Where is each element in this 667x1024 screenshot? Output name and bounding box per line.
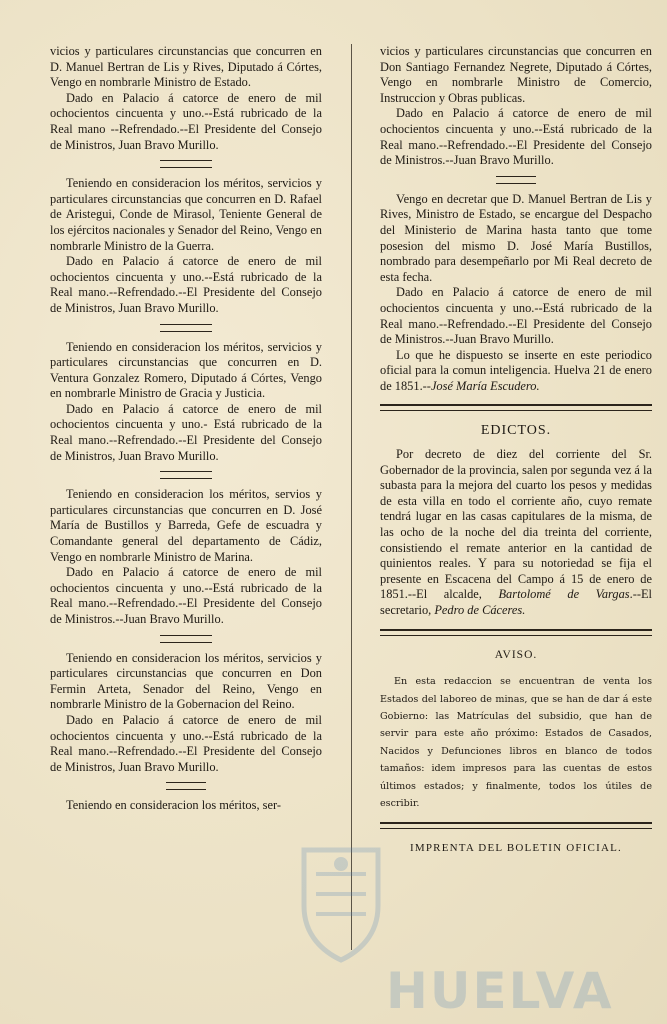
edict-paragraph: [380, 447, 652, 619]
archive-watermark: [268, 844, 628, 1020]
alcalde-name: Bartolomé de Vargas: [498, 587, 630, 602]
aviso-paragraph: En esta redaccion se encuentran de venta los Estados del laboreo de minas, que se han de dar á este Gobierno: las Matrículas del subsidio, que han de servir para este año próximo: Estados de Casados, Nacidos y Defunciones libros en blanco de todos tamaños: idem impresos para las cuentas de estos últimos estados; y finalmente, todos los útiles de escribir.: [380, 676, 652, 810]
aviso-heading: AVISO.: [494, 648, 538, 661]
decree-paragraph: Teniendo en consideracion los méritos, ser-: [66, 798, 281, 813]
decree-signature-paragraph: Dado en Palacio á catorce de enero de mil ochocientos cincuenta y uno.- Está rubricado de la Real mano.--Refrendado.--El Presidente del Consejo de Ministros, Juan Bravo Murillo.: [50, 401, 322, 463]
decree-paragraph: Teniendo en consideracion los méritos, servicios y particulares circunstancias que concurren en D. Ventura Gonzalez Romero, Diputado á Córtes, Vengo en nombrarle Ministro de Gracia y Justicia.: [50, 339, 322, 401]
section-ornament: [160, 160, 212, 168]
section-ornament: [160, 471, 212, 479]
decree-paragraph: Teniendo en consideracion los méritos, servicios y particulares circunstancias que concurren en D. Rafael de Aristegui, Conde de Mirasol, Teniente General de los ejércitos nacionales y Senador del Reino, Vengo en nombrarle Ministro de la Guerra.: [50, 176, 322, 253]
decree-paragraph: vicios y particulares circunstancias que concurren en D. Manuel Bertran de Lis y Rives, Diputado á Córtes, Vengo en nombrarle Ministro de Estado.: [50, 44, 322, 90]
decree-paragraph: Teniendo en consideracion los méritos, servicios y particulares circunstancias que concurren en Don Fermin Arteta, Senador del Reino, Vengo en nombrarle Ministro de la Gobernacion del Reino.: [50, 650, 322, 712]
publication-order-text: Lo que he dispuesto se inserte en este periodico oficial para la comun inteligencia. Huelva 21 de enero de 1851.--: [380, 347, 652, 393]
section-rule: [380, 404, 652, 411]
decree-signature-paragraph: Dado en Palacio á catorce de enero de mil ochocientos cincuenta y uno.--Está rubricado de la Real mano.--Refrendado.--El Presidente del Consejo de Ministros, Juan Bravo Murillo.: [50, 712, 322, 774]
decree-paragraph: Teniendo en consideracion los méritos, servios y particulares circunstancias que concurren en D. José María de Bustillos y Barreda, Gefe de escuadra y Comandante general del departamento de Cádiz, Vengo en nombrarle Ministro de Marina.: [50, 487, 322, 564]
section-rule: [380, 629, 652, 636]
imprenta-footer: IMPRENTA DEL BOLETIN OFICIAL.: [410, 842, 622, 855]
watermark-text: HUELVA: [386, 962, 614, 1020]
publication-order-paragraph: [380, 348, 652, 395]
secretario-name: Pedro de Cáceres.: [434, 603, 526, 617]
left-column: [50, 44, 322, 814]
right-column: [380, 44, 652, 857]
section-ornament: [496, 176, 536, 184]
decree-signature-paragraph: Dado en Palacio á catorce de enero de mil ochocientos cincuenta y uno.--Está rubricado de la Real mano.--Refrendado.--El Presidente del Consejo de Ministros.--Juan Bravo Murillo.: [380, 285, 652, 347]
decree-signature-paragraph: Dado en Palacio á catorce de enero de mil ochocientos cincuenta y uno.--Está rubricado de la Real mano --Refrendado.--El Presidente del Consejo de Ministros, Juan Bravo Murillo.: [50, 90, 322, 152]
edictos-heading: EDICTOS.: [480, 423, 552, 439]
shield-icon: [298, 844, 384, 964]
decree-paragraph: Vengo en decretar que D. Manuel Bertran de Lis y Rives, Ministro de Estado, se encargue del Despacho del Ministerio de Marina hasta tanto que tome posesion del mismo D. José María Bustillos, nombrado para desempeñarlo por Mi Real decreto de esta fecha.: [380, 191, 652, 284]
column-divider: [351, 44, 352, 950]
decree-paragraph: vicios y particulares circunstancias que concurren en Don Santiago Fernandez Negrete, Diputado á Córtes, Vengo en nombrarle Ministro de Comercio, Instruccion y Obras publicas.: [380, 44, 652, 105]
section-rule: [380, 822, 652, 829]
edict-text: Por decreto de diez del corriente del Sr. Gobernador de la provincia, salen por segunda vez á la subasta para la mejora del cuarto los pesos y medidas de esta villa en todo el corriente año, cuyo remate tendrá lugar en las casas capitulares de la misma, de las ocho de la noche del dia treinta del corriente, consistiendo el remate anterior en la cantidad de quinientos reales. Y para su notoriedad se fija el presente en Escacena del Campo á 15 de enero de 1851.--El alcalde,: [380, 447, 652, 602]
edict-separator-text: .--El secretario,: [380, 587, 652, 617]
decree-signature-paragraph: Dado en Palacio á catorce de enero de mil ochocientos cincuenta y uno.--Está rubricado de la Real mano.--Refrendado.--El Presidente del Consejo de Ministros.--Juan Bravo Murillo.: [380, 106, 652, 168]
section-ornament: [160, 635, 212, 643]
governor-signature: José María Escudero.: [430, 378, 540, 393]
decree-signature-paragraph: Dado en Palacio á catorce de enero de mil ochocientos cincuenta y uno.--Está rubricado de la Real mano.--Refrendado.--El Presidente del Consejo de Ministros.--Juan Bravo Murillo.: [50, 565, 322, 626]
section-ornament: [160, 324, 212, 332]
decree-signature-paragraph: Dado en Palacio á catorce de enero de mil ochocientos cincuenta y uno.--Está rubricado de la Real mano.--Refrendado.--El Presidente del Consejo de Ministros, Juan Bravo Murillo.: [50, 254, 322, 315]
section-ornament: [166, 782, 206, 790]
